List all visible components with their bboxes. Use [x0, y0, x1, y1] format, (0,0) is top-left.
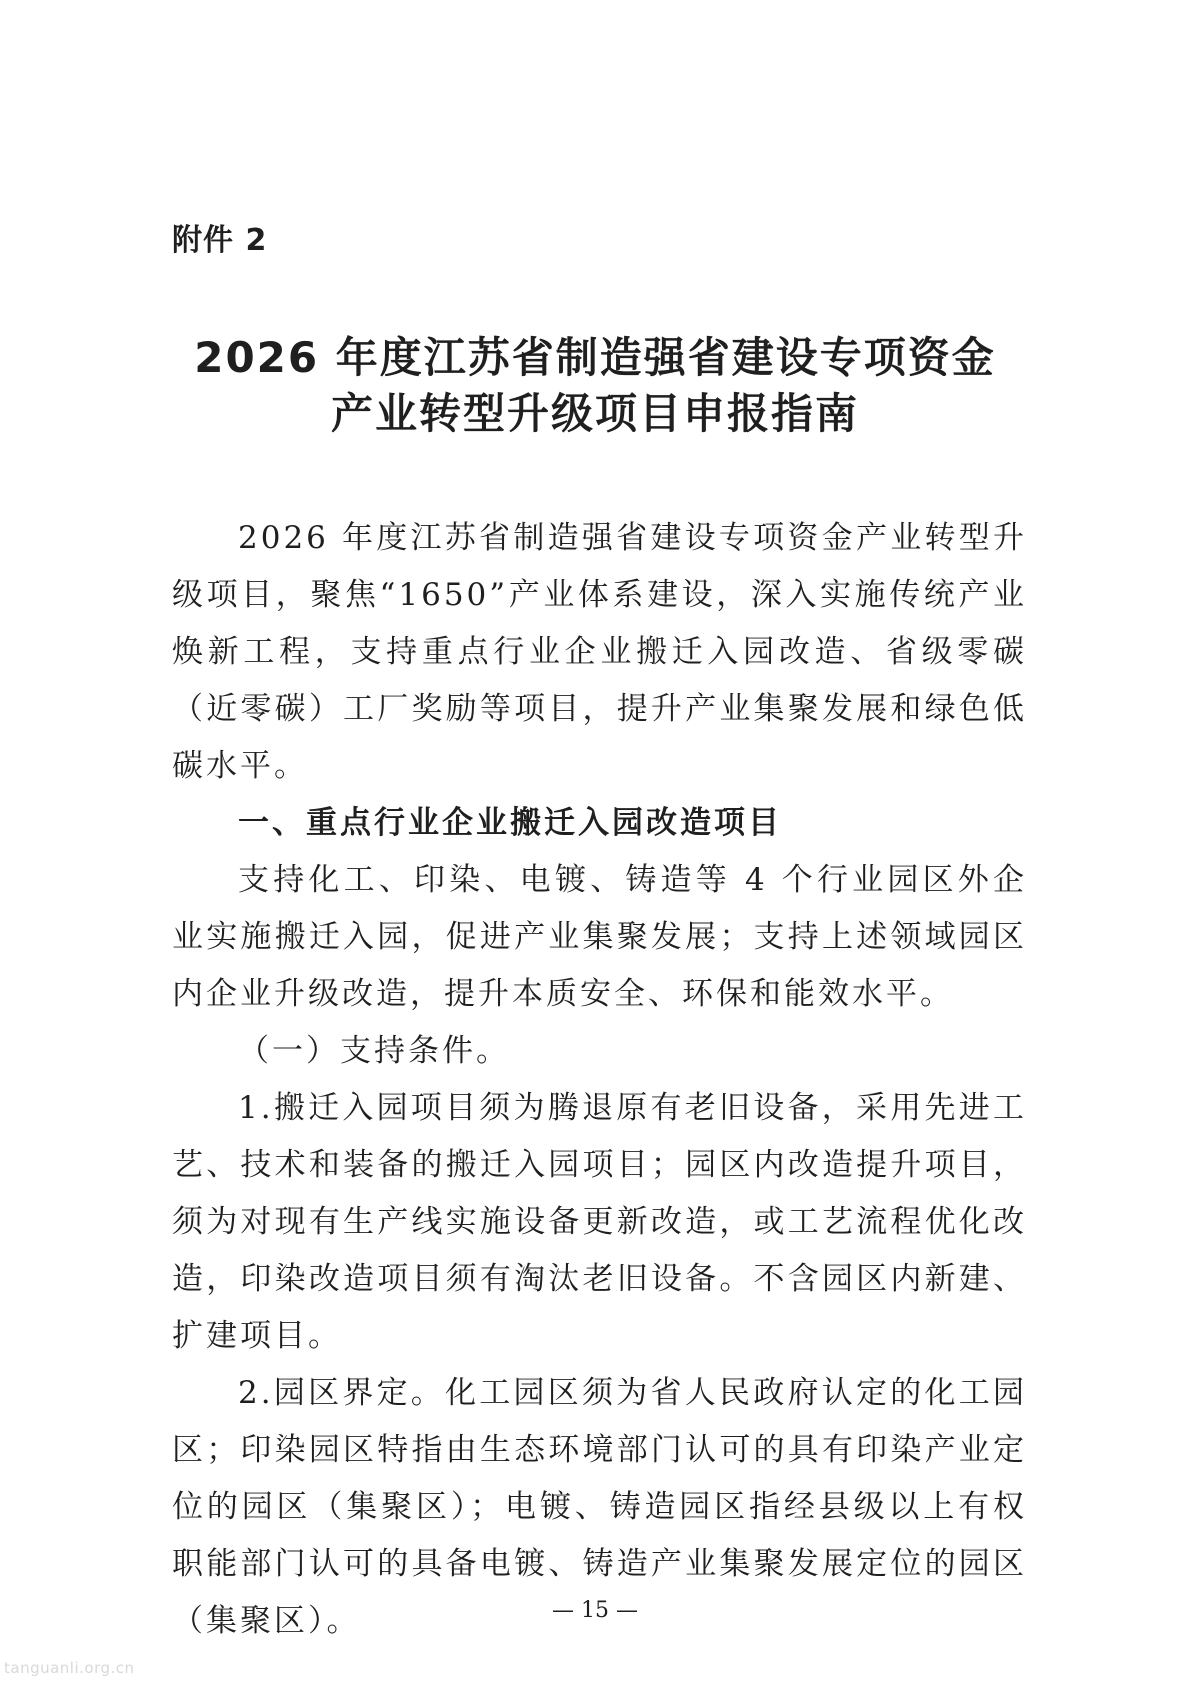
watermark: tanguanli.org.cn — [4, 1659, 135, 1677]
document-body — [172, 510, 1027, 1650]
title-line-2: 产业转型升级项目申报指南 — [330, 389, 859, 438]
attachment-label: 附件 2 — [172, 223, 268, 258]
intro-paragraph: 2026 年度江苏省制造强省建设专项资金产业转型升级项目，聚焦“1650”产业体系建设，深入实施传统产业焕新工程，支持重点行业企业搬迁入园改造、省级零碳（近零碳）工厂奖励等项目，提升产业集聚发展和绿色低碳水平。 — [172, 520, 1027, 784]
document-title — [0, 330, 1190, 442]
support-conditions-heading: （一）支持条件。 — [238, 1033, 510, 1069]
section-1-heading: 一、重点行业企业搬迁入园改造项目 — [238, 805, 782, 841]
condition-item-1: 1.搬迁入园项目须为腾退原有老旧设备，采用先进工艺、技术和装备的搬迁入园项目；园区内改造提升项目，须为对现有生产线实施设备更新改造，或工艺流程优化改造，印染改造项目须有淘汰老旧设备。不含园区内新建、扩建项目。 — [172, 1090, 1027, 1354]
title-line-1: 2026 年度江苏省制造强省建设专项资金 — [194, 333, 996, 382]
page-number: — 15 — — [552, 1598, 638, 1623]
condition-item-2: 2.园区界定。化工园区须为省人民政府认定的化工园区；印染园区特指由生态环境部门认可的具有印染产业定位的园区（集聚区）；电镀、铸造园区指经县级以上有权职能部门认可的具备电镀、铸造产业集聚发展定位的园区（集聚区）。 — [172, 1375, 1027, 1639]
section-1-paragraph: 支持化工、印染、电镀、铸造等 4 个行业园区外企业实施搬迁入园，促进产业集聚发展；支持上述领域园区内企业升级改造，提升本质安全、环保和能效水平。 — [172, 862, 1027, 1012]
